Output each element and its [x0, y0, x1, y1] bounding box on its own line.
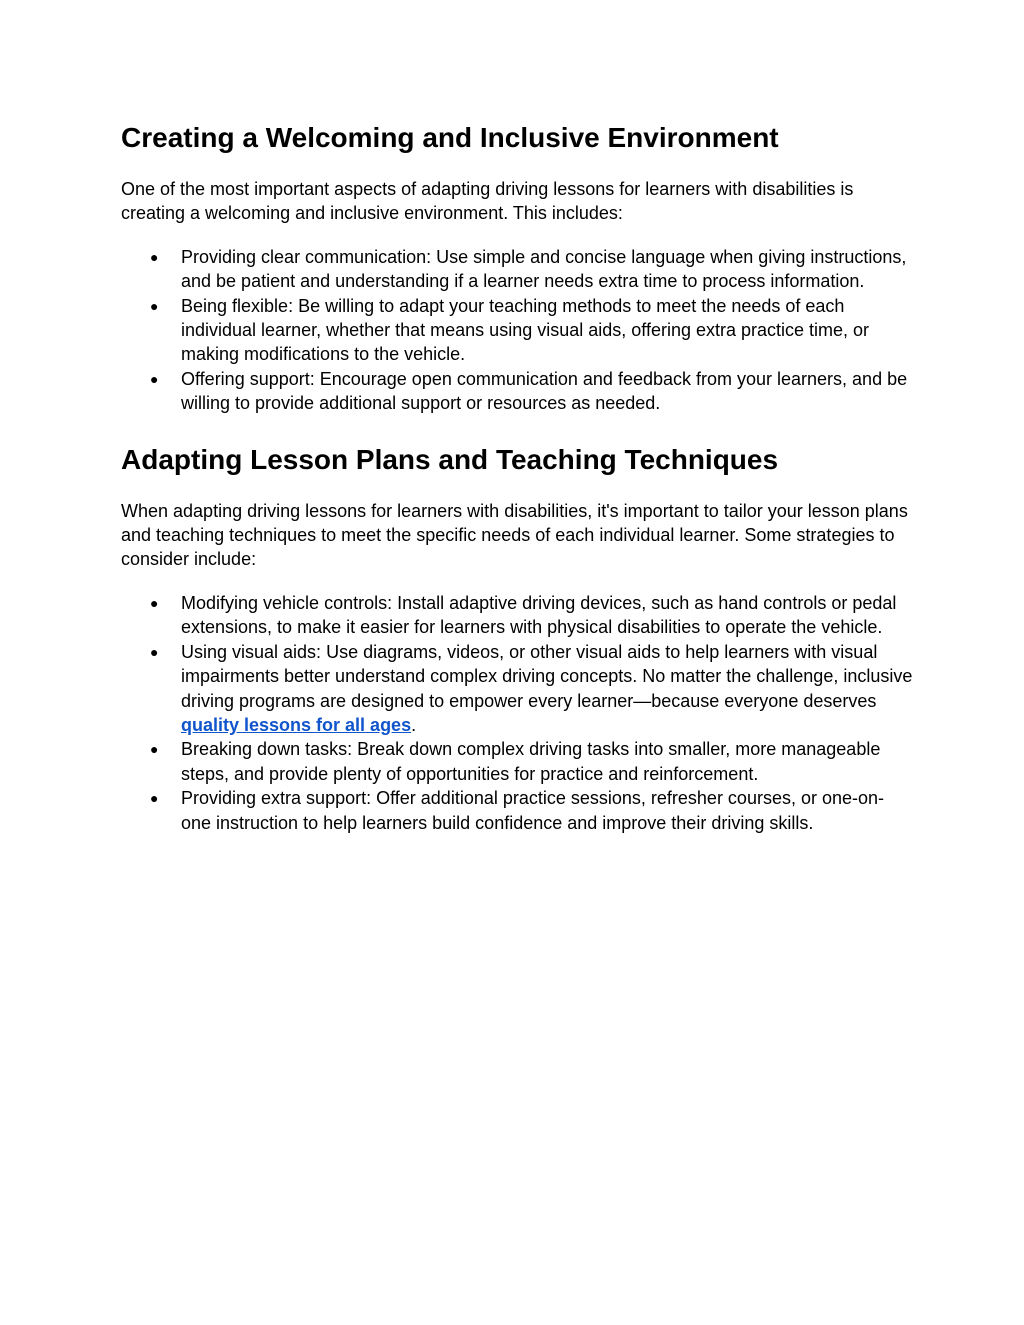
list-item — [121, 294, 914, 367]
list-item-text-end: . — [411, 714, 417, 735]
quality-lessons-link[interactable]: quality lessons for all ages — [181, 714, 412, 735]
list-item — [121, 640, 914, 738]
bullet-icon: ● — [150, 248, 159, 265]
section-welcoming-environment — [121, 118, 914, 416]
section-heading: Creating a Welcoming and Inclusive Environment — [121, 122, 779, 153]
section-intro: When adapting driving lessons for learners with disabilities, it's important to tailor your lesson plans and teaching techniques to meet the specific needs of each individual learner. Some strategies to consider include: — [121, 500, 908, 570]
list-item — [121, 367, 914, 416]
list-item — [121, 786, 914, 835]
list-item-text: Providing extra support: Offer additional practice sessions, refresher courses, or one-on-one instruction to help learners build confidence and improve their driving skills. — [181, 788, 885, 833]
section-heading: Adapting Lesson Plans and Teaching Techniques — [121, 443, 779, 475]
list-item-text: Modifying vehicle controls: Install adaptive driving devices, such as hand controls or pedal extensions, to make it easier for learners with physical disabilities to operate the vehicle. — [181, 592, 897, 638]
list-item-text: Being flexible: Be willing to adapt your teaching methods to meet the needs of each individual learner, whether that means using visual aids, offering extra practice time, or making modifications to the vehicle. — [181, 295, 870, 365]
list-item-text: Breaking down tasks: Break down complex driving tasks into smaller, more manageable steps, and provide plenty of opportunities for practice and reinforcement. — [181, 739, 881, 784]
bullet-list — [121, 245, 914, 416]
list-item — [121, 591, 914, 640]
bullet-icon: ● — [150, 594, 159, 611]
section-adapting-lesson-plans — [121, 440, 914, 835]
bullet-list — [121, 591, 914, 835]
bullet-icon: ● — [150, 297, 159, 314]
section-intro: One of the most important aspects of adapting driving lessons for learners with disabilities is creating a welcoming and inclusive environment. This includes: — [121, 179, 854, 224]
list-item — [121, 737, 914, 786]
bullet-icon: ● — [150, 741, 159, 758]
bullet-icon: ● — [150, 370, 159, 387]
list-item — [121, 245, 914, 294]
list-item-text: Offering support: Encourage open communication and feedback from your learners, and be willing to provide additional support or resources as needed. — [181, 368, 908, 414]
list-item-text: Using visual aids: Use diagrams, videos, or other visual aids to help learners with visual impairments better understand complex driving concepts. No matter the challenge, inclusive driving programs are designed to empower every learner—because everyone deserves — [181, 641, 913, 711]
list-item-text: Providing clear communication: Use simple and concise language when giving instructions, and be patient and understanding if a learner needs extra time to process information. — [181, 246, 907, 292]
bullet-icon: ● — [150, 643, 159, 660]
bullet-icon: ● — [150, 790, 159, 807]
